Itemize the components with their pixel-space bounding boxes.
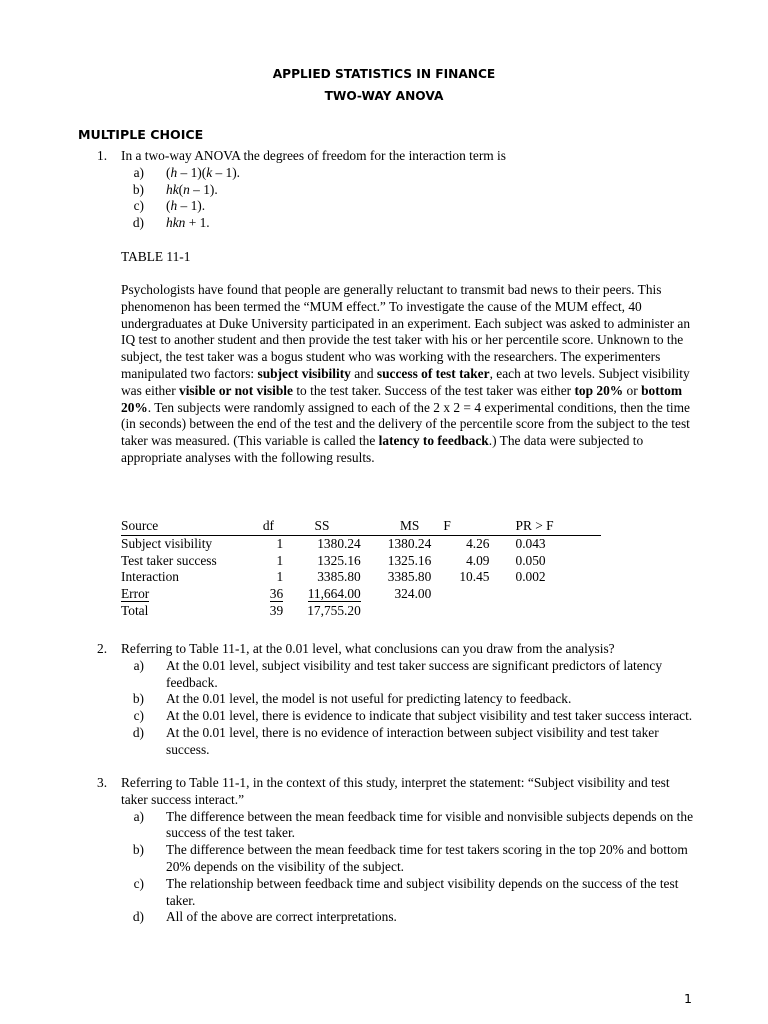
option-text: At the 0.01 level, there is evidence to indicate that subject visibility and test taker success interact. [166,708,693,724]
option-c: c) The relationship between feedback time and subject visibility depends on the success of the test taker. [97,876,697,910]
option-a: a) (h – 1)(k – 1). [97,165,697,182]
table-header-row: Source df SS MS F PR > F [121,518,601,535]
table-row: Total 39 17,755.20 [121,602,361,618]
option-text: The difference between the mean feedback time for visible and nonvisible subjects depends on the success of the test taker. [166,808,694,841]
option-b: b) The difference between the mean feedback time for test takers scoring in the top 20% and bottom 20% depends on the visibility of the subject. [97,842,697,876]
question-number: 3. [97,775,108,790]
option-list [97,658,697,759]
option-d: d) All of the above are correct interpretations. [97,909,697,926]
option-a: a) The difference between the mean feedback time for visible and nonvisible subjects depends on the success of the test taker. [97,809,697,843]
option-text: The difference between the mean feedback time for test takers scoring in the top 20% and bottom 20% depends on the visibility of the subject. [166,842,688,874]
option-d: d) At the 0.01 level, there is no evidence of interaction between subject visibility and test taker success. [97,725,697,759]
option-c: c) (h – 1). [97,198,697,215]
question-1 [97,148,697,232]
option-text: hkn + 1. [166,215,210,231]
option-text: At the 0.01 level, subject visibility and test taker success are significant predictors of latency feedback. [166,657,663,690]
document-title: APPLIED STATISTICS IN FINANCE [272,67,496,81]
table-row: Interaction 1 3385.80 3385.80 10.45 0.002 [121,569,546,585]
option-text: (h – 1)(k – 1). [166,164,241,180]
study-passage: Psychologists have found that people are generally reluctant to transmit bad news to their peers. This phenomenon has been termed the “MUM effect.” To investigate the cause of the MUM effect, 40 undergraduates at Duke University participated in an experiment. Each subject was asked to administer an IQ test to another student and then provide the test taker with his or her percentile score. Unknown to the subject, the test taker was a bogus student who was working with the researchers. The experimenters manipulated two factors: subject visibility and success of test taker, each at two levels. Subject visibility was either visible or not visible to the test taker. Success of the test taker was either top 20% or bottom 20%. Ten subjects were randomly assigned to each of the 2 x 2 = 4 experimental conditions, then the time (in seconds) between the end of the test and the delivery of the percentile score from the subject to the test taker was measured. (This variable is called the latency to feedback.) The data were subjected to appropriate analyses with the following results. [121,282,691,465]
option-list [97,809,697,927]
page-number: 1 [684,991,693,1006]
question-text: In a two-way ANOVA the degrees of freedom for the interaction term is [121,148,506,163]
option-list [97,165,697,232]
option-b: b) hk(n – 1). [97,182,697,199]
option-text: hk(n – 1). [166,181,218,197]
option-a: a) At the 0.01 level, subject visibility and test taker success are significant predictors of latency feedback. [97,658,697,692]
option-text: (h – 1). [166,198,206,214]
option-text: All of the above are correct interpretations. [166,909,397,925]
question-number: 1. [97,148,108,163]
option-c: c) At the 0.01 level, there is evidence to indicate that subject visibility and test taker success interact. [97,708,697,725]
document-subtitle: TWO-WAY ANOVA [324,89,444,103]
option-text: At the 0.01 level, there is no evidence of interaction between subject visibility and test taker success. [166,724,659,757]
question-text: Referring to Table 11-1, in the context of this study, interpret the statement: “Subject visibility and test taker success interact.” [121,775,670,807]
question-2 [97,641,697,759]
question-3 [97,775,697,926]
question-number: 2. [97,641,108,656]
table-label: TABLE 11-1 [121,249,191,264]
question-text: Referring to Table 11-1, at the 0.01 level, what conclusions can you draw from the analysis? [121,641,615,656]
table-row: Error 36 11,664.00 324.00 [121,586,432,602]
option-b: b) At the 0.01 level, the model is not useful for predicting latency to feedback. [97,691,697,708]
option-text: At the 0.01 level, the model is not useful for predicting latency to feedback. [166,691,572,707]
option-text: The relationship between feedback time and subject visibility depends on the success of the test taker. [166,875,679,908]
section-heading: MULTIPLE CHOICE [78,127,204,142]
anova-table [121,518,601,620]
table-row: Test taker success 1 1325.16 1325.16 4.09 0.050 [121,552,546,568]
table-row: Subject visibility 1 1380.24 1380.24 4.26 0.043 [121,535,546,551]
option-d: d) hkn + 1. [97,215,697,232]
